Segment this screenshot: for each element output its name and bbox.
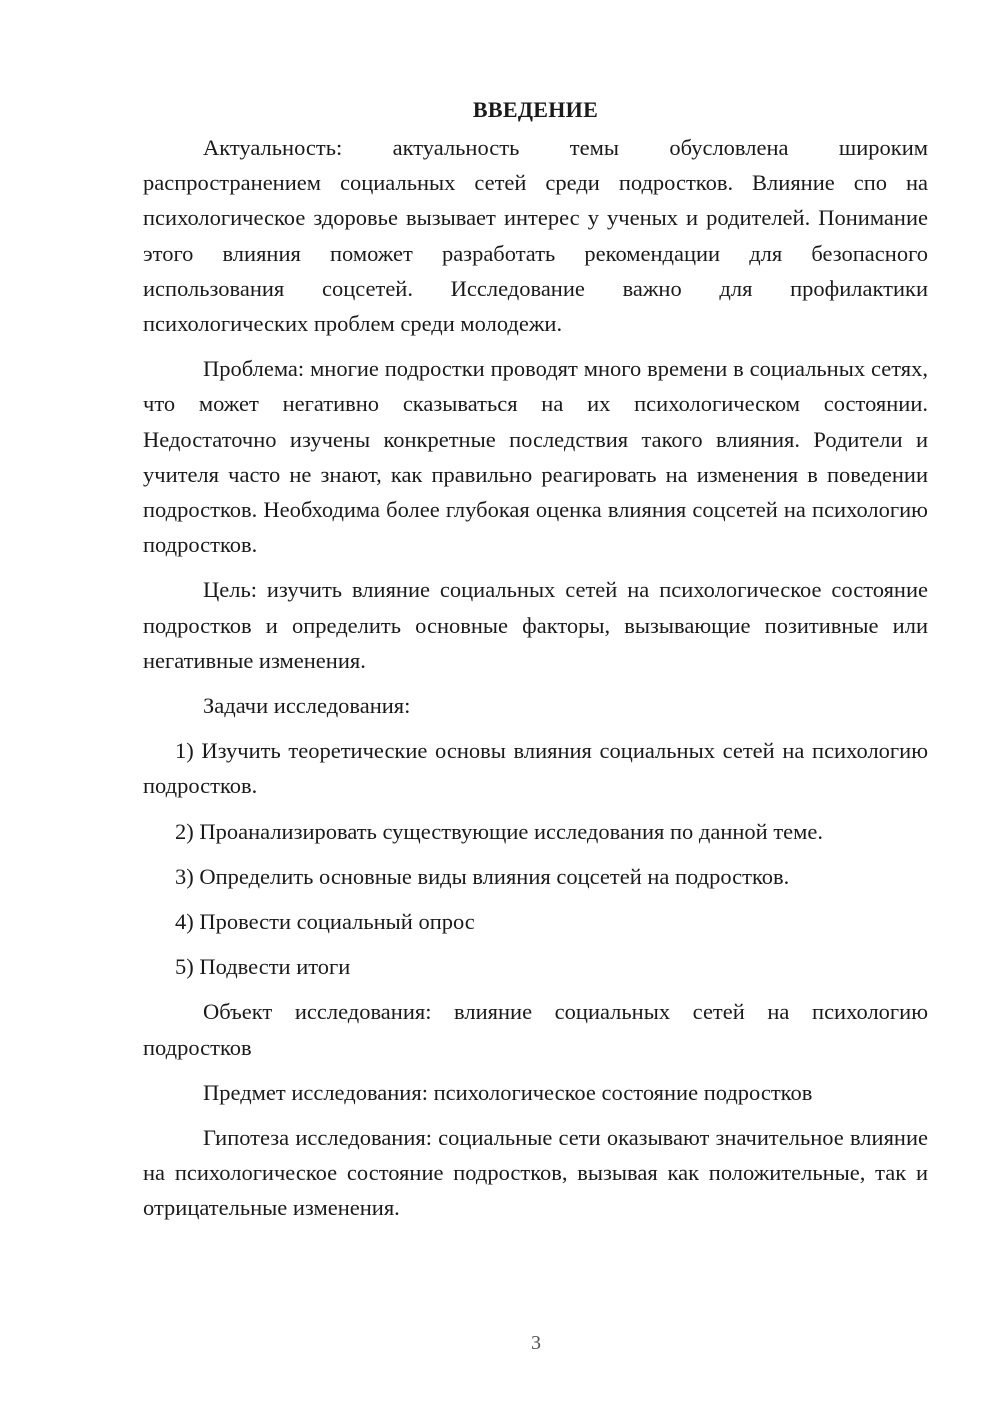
object-paragraph: Объект исследования: влияние социальных сетей на психологию подростков [143, 999, 928, 1060]
hypothesis-paragraph: Гипотеза исследования: социальные сети оказывают значительное влияние на психологическое состояние подростков, вызывая как положительные, так и отрицательные изменения. [143, 1125, 928, 1221]
subject-paragraph: Предмет исследования: психологическое состояние подростков [203, 1079, 813, 1105]
page-number: 3 [531, 1332, 541, 1354]
task-item-4: 4) Провести социальный опрос [175, 909, 475, 935]
task-item-3: 3) Определить основные виды влияния соцсетей на подростков. [175, 863, 790, 889]
document-page [143, 90, 928, 1236]
page-title: ВВЕДЕНИЕ [472, 97, 599, 122]
tasks-heading: Задачи исследования: [203, 693, 411, 719]
problem-paragraph: Проблема: многие подростки проводят много времени в социальных сетях, что может негативно сказываться на их психологическом состоянии. Недостаточно изучены конкретные последствия такого влияния. Родители и учителя часто не знают, как правильно реагировать на изменения в поведении подростков. Необходима более глубокая оценка влияния соцсетей на психологию подростков. [143, 356, 928, 558]
task-item-5: 5) Подвести итоги [175, 954, 351, 980]
goal-paragraph: Цель: изучить влияние социальных сетей на психологическое состояние подростков и определить основные факторы, вызывающие позитивные или негативные изменения. [143, 577, 928, 673]
relevance-paragraph: Актуальность: актуальность темы обусловлена широким распространением социальных сетей среди подростков. Влияние спо на психологическое здоровье вызывает интерес у ученых и родителей. Понимание этого влияния поможет разработать рекомендации для безопасного использования соцсетей. Исследование важно для профилактики психологических проблем среди молодежи. [143, 135, 928, 337]
task-item-2: 2) Проанализировать существующие исследования по данной теме. [175, 818, 824, 844]
task-item-1: 1) Изучить теоретические основы влияния социальных сетей на психологию подростков. [143, 738, 928, 799]
